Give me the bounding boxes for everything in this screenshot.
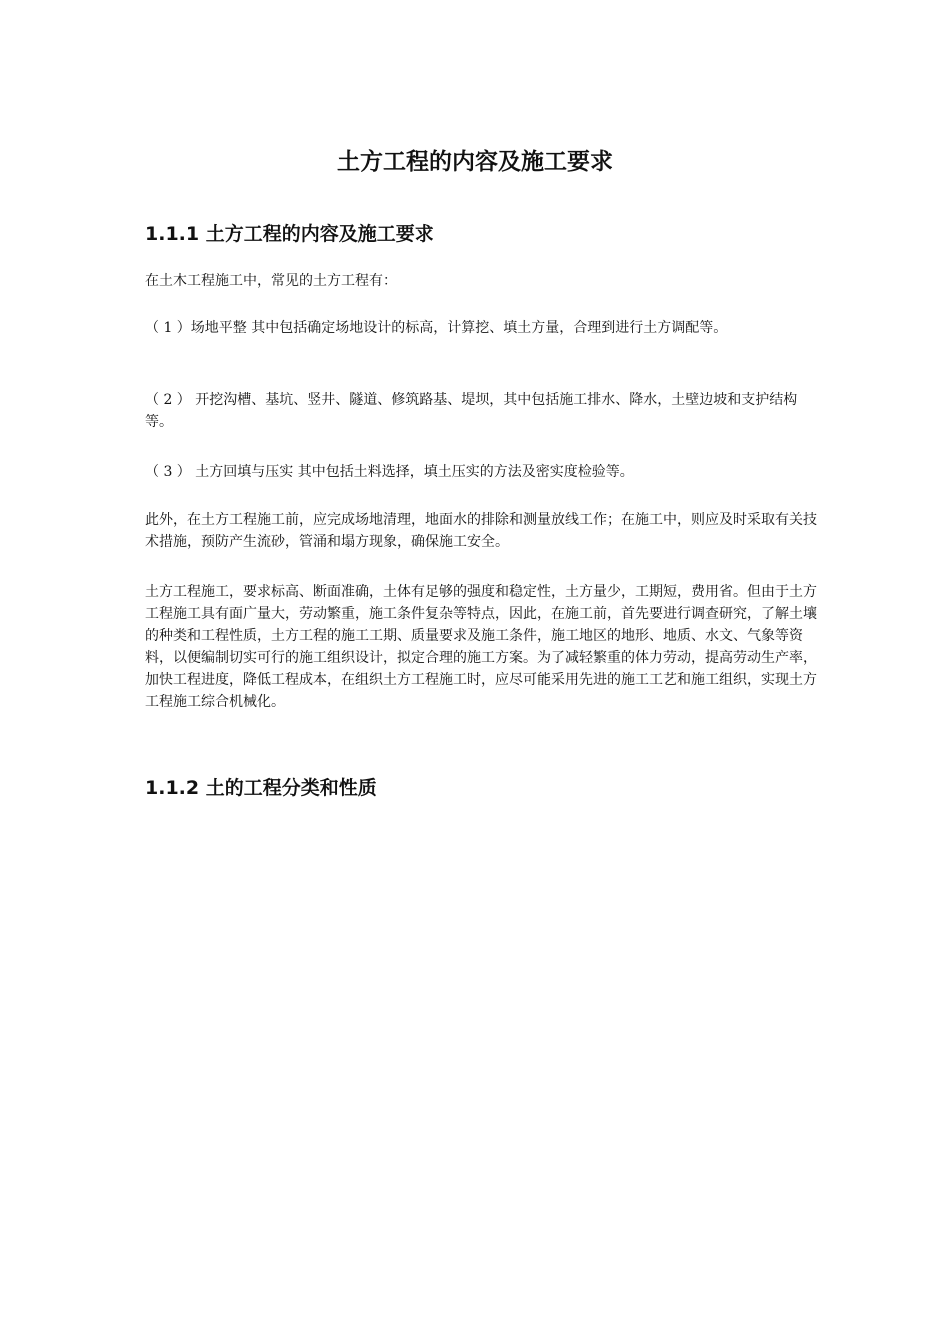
- paragraph-item-1: （ 1 ）场地平整 其中包括确定场地设计的标高，计算挖、填土方量，合理到进行土方调配等。: [145, 320, 728, 336]
- document-title: 土方工程的内容及施工要求: [337, 149, 613, 175]
- paragraph-intro: 在土木工程施工中，常见的土方工程有：: [145, 273, 397, 289]
- paragraph-item-2: （ 2 ） 开挖沟槽、基坑、竖井、隧道、修筑路基、堤坝，其中包括施工排水、降水，土壁边坡和支护结构等。: [145, 392, 798, 430]
- paragraph-item-3: （ 3 ） 土方回填与压实 其中包括土料选择，填土压实的方法及密实度检验等。: [145, 464, 634, 480]
- paragraph-requirements: 土方工程施工，要求标高、断面准确，土体有足够的强度和稳定性，土方量少，工期短，费用省。但由于土方工程施工具有面广量大，劳动繁重，施工条件复杂等特点，因此，在施工前，首先要进行调查研究，了解土壤的种类和工程性质，土方工程的施工工期、质量要求及施工条件，施工地区的地形、地质、水文、气象等资料，以便编制切实可行的施工组织设计，拟定合理的施工方案。为了减轻繁重的体力劳动，提高劳动生产率，加快工程进度，降低工程成本，在组织土方工程施工时，应尽可能采用先进的施工工艺和施工组织，实现土方工程施工综合机械化。: [145, 584, 817, 710]
- section-heading-1-1-1: 1.1.1 土方工程的内容及施工要求: [145, 223, 434, 245]
- section-heading-1-1-2: 1.1.2 土的工程分类和性质: [145, 777, 377, 799]
- paragraph-additional: 此外，在土方工程施工前，应完成场地清理，地面水的排除和测量放线工作；在施工中，则应及时采取有关技术措施，预防产生流砂，管涌和塌方现象，确保施工安全。: [145, 512, 817, 550]
